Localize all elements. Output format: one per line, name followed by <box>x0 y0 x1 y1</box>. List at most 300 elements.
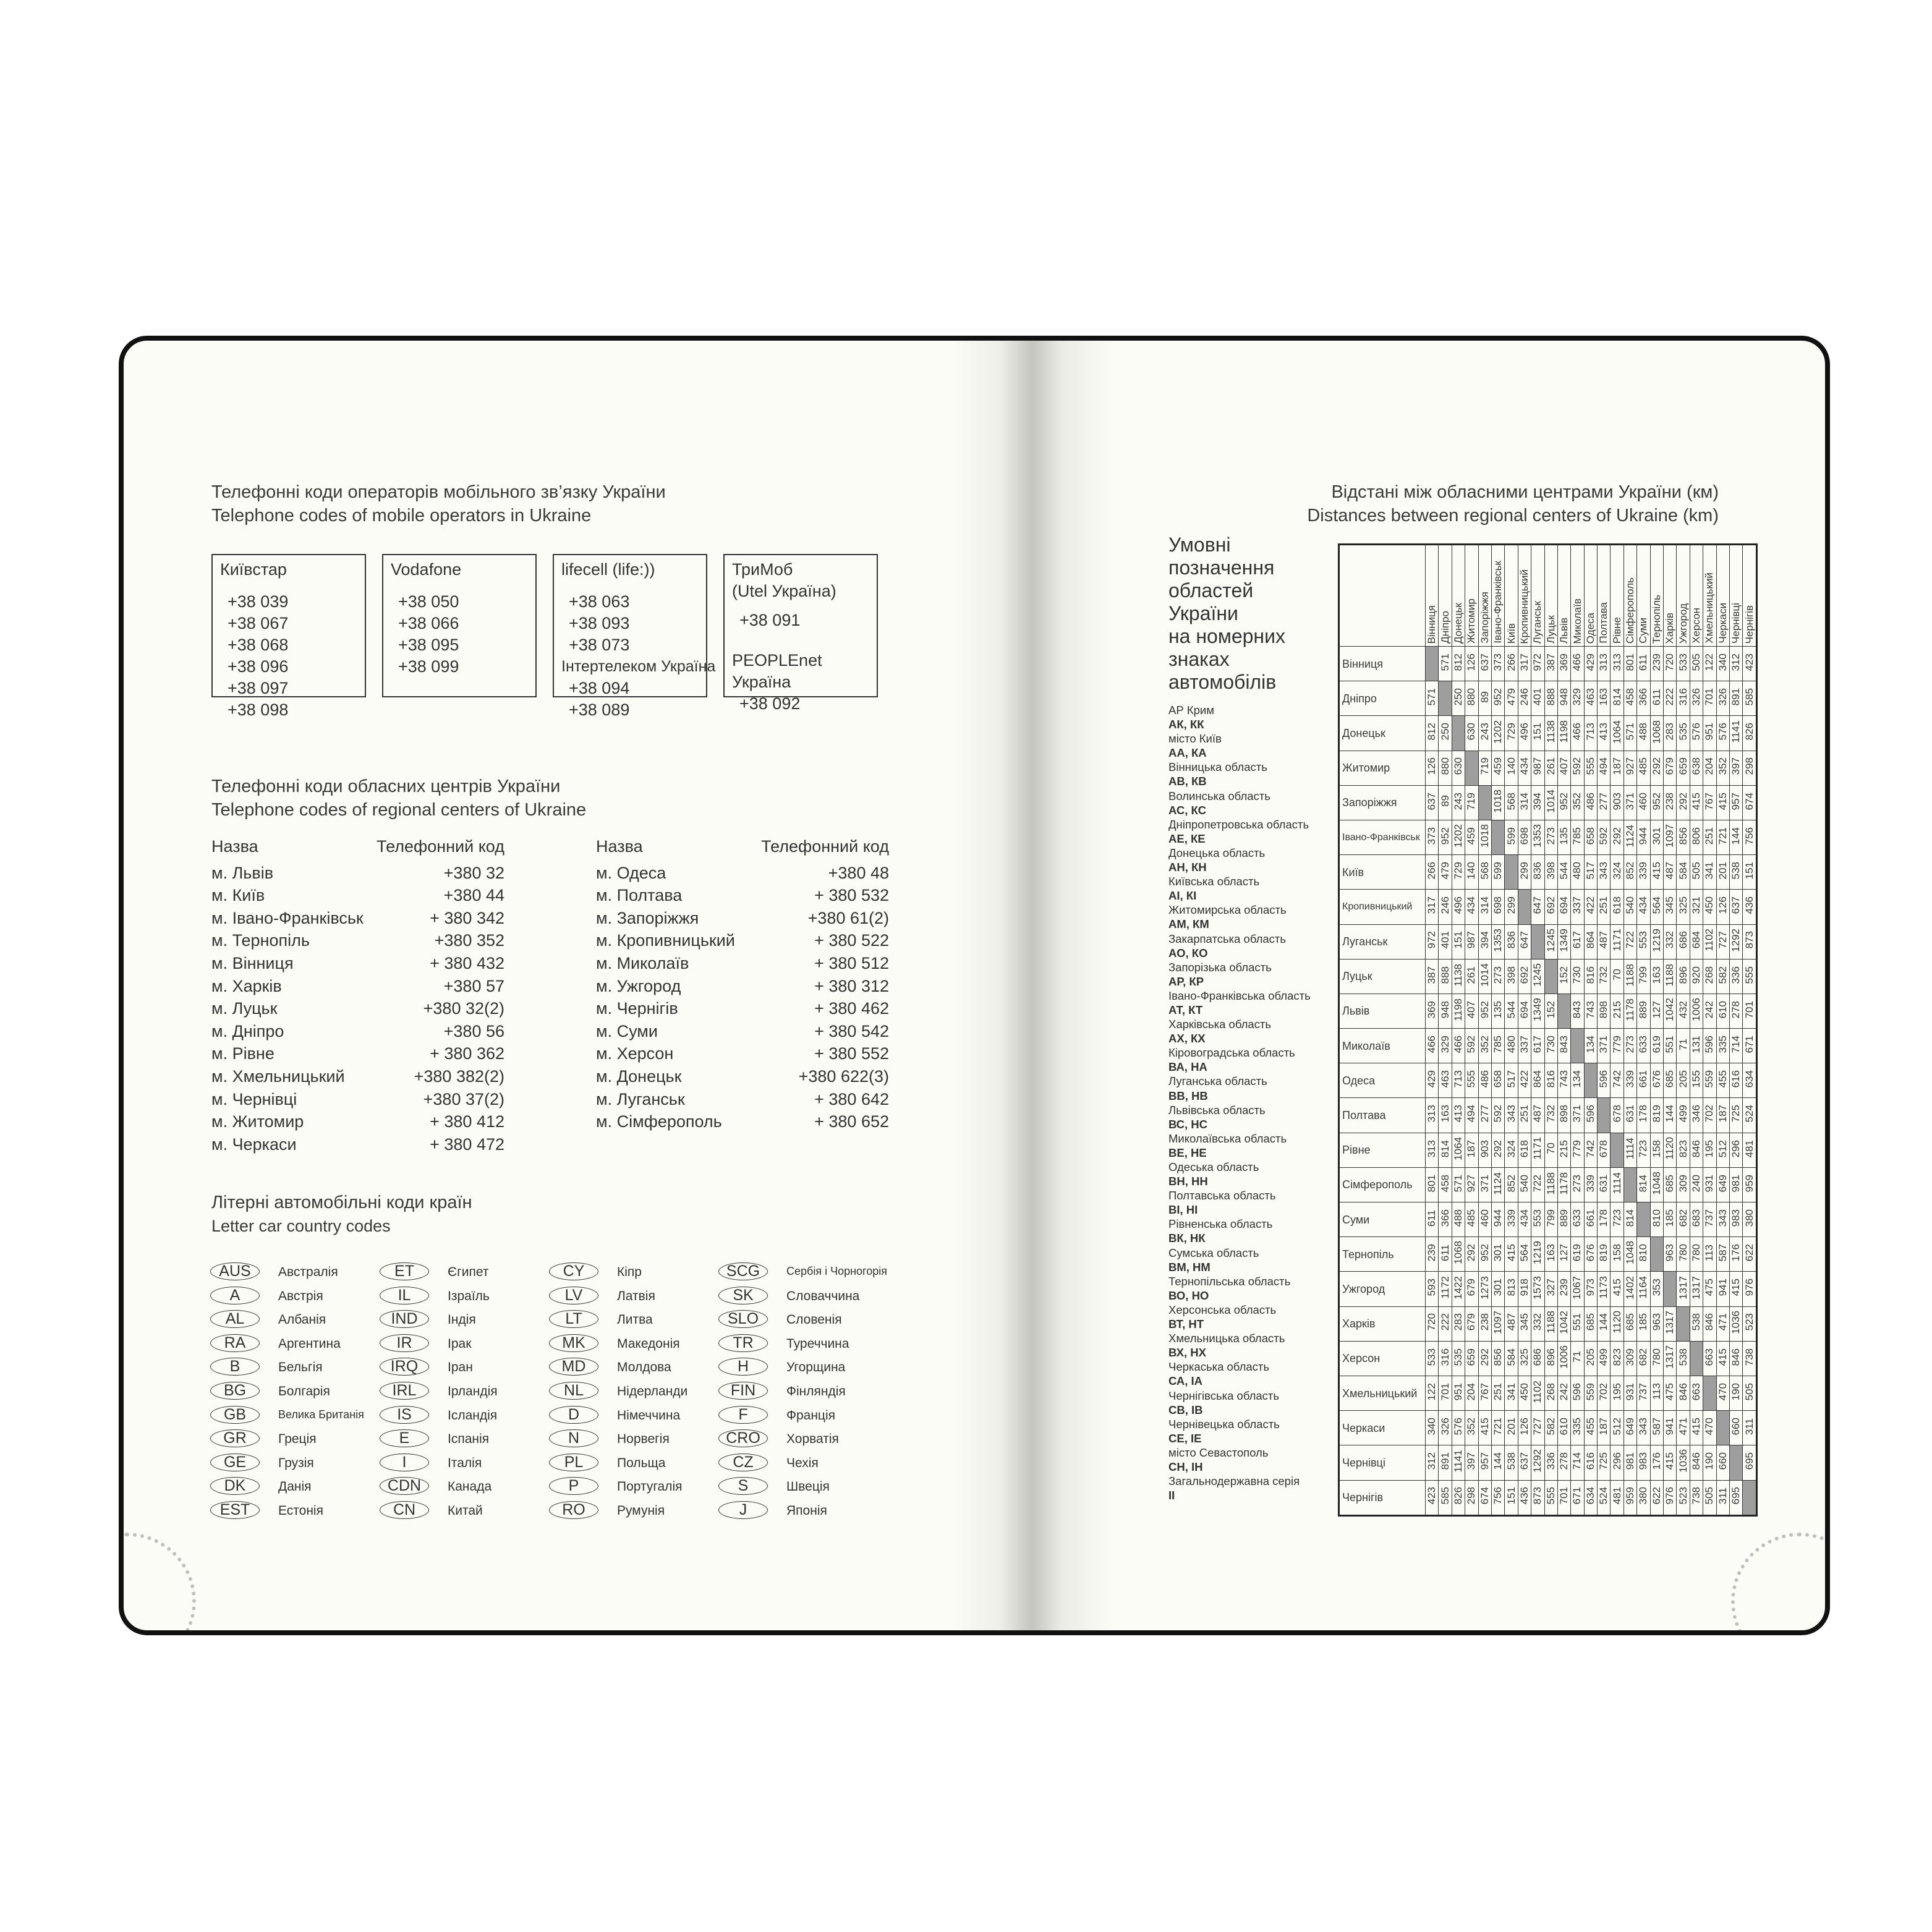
distance-value: 450 <box>1703 896 1716 914</box>
distance-column-label: Донецьк <box>1452 602 1464 644</box>
distance-value: 714 <box>1730 1035 1742 1053</box>
country-name: Болгарія <box>278 1384 330 1398</box>
distance-cell <box>1426 959 1439 994</box>
distance-value: 1124 <box>1492 1172 1504 1195</box>
country-name: Ізраїль <box>448 1288 490 1303</box>
distance-cell <box>1439 924 1452 959</box>
distance-cell <box>1743 647 1756 681</box>
distance-value: 122 <box>1703 653 1716 671</box>
distance-cell <box>1557 1341 1570 1376</box>
distance-cell <box>1531 959 1544 994</box>
distance-row <box>1339 1133 1757 1167</box>
distance-cell <box>1491 1202 1504 1237</box>
distance-value: 944 <box>1637 827 1649 845</box>
distance-cell <box>1598 855 1611 890</box>
distance-cell <box>1571 1063 1584 1098</box>
city-row <box>211 1088 504 1111</box>
distance-value: 335 <box>1571 1418 1583 1436</box>
legend-region: Луганська область <box>1168 1075 1267 1088</box>
country-name: Португалія <box>617 1479 683 1494</box>
operator-code: +38 092 <box>739 694 801 713</box>
distance-cell <box>1729 994 1742 1028</box>
distance-value: 814 <box>1439 1139 1451 1157</box>
distance-cell <box>1729 1272 1742 1306</box>
distance-value: 480 <box>1571 862 1583 880</box>
distance-value: 540 <box>1518 1174 1530 1193</box>
distance-cell <box>1716 1341 1729 1376</box>
distance-value: 144 <box>1730 827 1742 845</box>
distance-cell <box>1557 1411 1570 1445</box>
distance-value: 1138 <box>1452 963 1464 987</box>
distance-cell <box>1491 994 1504 1028</box>
distance-value: 144 <box>1598 1313 1610 1331</box>
distance-cell <box>1703 681 1716 716</box>
country-code-row <box>549 1452 734 1476</box>
distance-value: 1349 <box>1531 998 1544 1021</box>
distance-value: 1245 <box>1531 963 1544 987</box>
country-name: Швеція <box>786 1479 830 1494</box>
distance-value: 756 <box>1743 827 1755 845</box>
city-name: м. Вінниця <box>211 953 294 972</box>
distance-value: 846 <box>1730 1348 1742 1366</box>
city-row <box>596 907 889 930</box>
legend-region: Вінницька область <box>1168 760 1267 774</box>
distance-value: 317 <box>1426 896 1438 914</box>
distance-value: 698 <box>1518 827 1530 845</box>
country-name: Молдова <box>617 1360 671 1375</box>
operator-code: +38 073 <box>569 636 630 654</box>
distance-cell <box>1690 1063 1703 1098</box>
distance-cell <box>1452 820 1465 854</box>
distance-cell <box>1677 994 1690 1028</box>
distance-cell <box>1544 1098 1557 1133</box>
distance-value: 415 <box>1730 1279 1742 1296</box>
distance-value: 780 <box>1690 1244 1702 1262</box>
distance-value: 1068 <box>1452 1241 1464 1265</box>
distance-value: 407 <box>1465 1000 1478 1019</box>
distance-value: 1067 <box>1571 1275 1583 1300</box>
distance-value: 352 <box>1571 792 1583 811</box>
distance-value: 721 <box>1492 1418 1504 1436</box>
distance-column-header <box>1729 545 1742 647</box>
distance-cell <box>1571 647 1584 681</box>
distance-value: 312 <box>1730 653 1742 671</box>
distance-column-header <box>1465 545 1478 647</box>
distance-cell <box>1650 785 1663 820</box>
city-code: + 380 522 <box>814 931 889 950</box>
distance-cell <box>1571 1376 1584 1410</box>
distance-row-label: Чернівці <box>1339 1445 1426 1480</box>
distance-cell <box>1664 1480 1677 1515</box>
distance-value: 814 <box>1611 688 1623 706</box>
country-code-row <box>549 1404 734 1428</box>
distance-cell <box>1637 1306 1650 1341</box>
city-code: + 380 642 <box>814 1089 889 1109</box>
distance-value: 434 <box>1637 896 1649 914</box>
distance-row <box>1339 1341 1757 1376</box>
distance-value: 701 <box>1439 1382 1451 1401</box>
distance-column-header <box>1452 545 1465 647</box>
distance-cell <box>1531 1133 1544 1167</box>
distance-cell <box>1426 1480 1439 1515</box>
city-code: + 380 462 <box>814 999 889 1018</box>
distance-cell <box>1623 1133 1636 1167</box>
country-code-row <box>380 1475 565 1499</box>
distance-cell <box>1677 1376 1690 1410</box>
country-code-row <box>210 1380 396 1404</box>
distance-value: 727 <box>1531 1418 1544 1436</box>
distance-cell <box>1571 855 1584 890</box>
country-name: Австралія <box>278 1265 338 1279</box>
country-code-oval: AL <box>210 1310 260 1328</box>
distance-value: 1202 <box>1492 720 1504 744</box>
distance-value: 292 <box>1478 1348 1491 1366</box>
country-code-row <box>718 1499 904 1523</box>
distance-cell <box>1637 820 1650 854</box>
distance-cell <box>1703 1098 1716 1133</box>
legend-plate-codes: ВВ, НВ <box>1168 1089 1208 1102</box>
distance-cell <box>1491 924 1504 959</box>
distance-row-label: Тернопіль <box>1339 1237 1426 1272</box>
distance-value: 301 <box>1650 827 1662 845</box>
right-page <box>983 341 1830 1630</box>
distance-diagonal-cell <box>1557 994 1570 1028</box>
distance-value: 205 <box>1584 1348 1596 1366</box>
distance-cell <box>1478 1029 1491 1063</box>
distance-cell <box>1452 647 1465 681</box>
distance-cell <box>1598 1029 1611 1063</box>
distance-cell <box>1571 1202 1584 1237</box>
city-row <box>596 1020 889 1043</box>
city-row <box>211 884 504 907</box>
distance-cell <box>1637 647 1650 681</box>
distance-value: 283 <box>1452 1313 1464 1331</box>
distance-value: 814 <box>1624 1209 1636 1227</box>
distance-cell <box>1690 1098 1703 1133</box>
distance-cell <box>1426 1167 1439 1202</box>
left-page <box>124 341 977 1630</box>
distance-cell <box>1677 855 1690 890</box>
distance-cell <box>1690 785 1703 820</box>
city-code: +380 382(2) <box>414 1066 504 1086</box>
distance-value: 1042 <box>1558 1310 1570 1334</box>
distance-cell <box>1505 959 1518 994</box>
distance-cell <box>1531 994 1544 1028</box>
distance-cell <box>1571 1341 1584 1376</box>
country-code-row <box>549 1475 734 1499</box>
distance-value: 799 <box>1544 1209 1557 1227</box>
distance-value: 701 <box>1703 688 1716 706</box>
distance-cell <box>1557 820 1570 854</box>
city-row <box>596 1110 889 1133</box>
distance-cell <box>1452 1167 1465 1202</box>
distance-corner-cell <box>1339 545 1426 647</box>
distance-cell <box>1611 1098 1623 1133</box>
distance-cell <box>1623 959 1636 994</box>
distance-cell <box>1716 1029 1729 1063</box>
legend-title-line: Умовні <box>1168 534 1231 556</box>
distance-value: 722 <box>1624 931 1636 949</box>
distance-value: 944 <box>1492 1209 1504 1227</box>
distance-value: 619 <box>1571 1244 1583 1262</box>
distance-cell <box>1584 1098 1597 1133</box>
legend-plate-codes: АІ, КІ <box>1168 889 1197 903</box>
country-name: Нідерланди <box>617 1384 688 1398</box>
distance-row <box>1339 855 1757 890</box>
distance-value: 278 <box>1730 1000 1742 1019</box>
distance-value: 873 <box>1531 1487 1544 1505</box>
distance-cell <box>1531 1306 1544 1341</box>
country-code-oval: F <box>718 1406 768 1424</box>
distance-cell <box>1544 1272 1557 1306</box>
distance-row <box>1339 959 1757 994</box>
distance-value: 1245 <box>1544 928 1557 952</box>
distance-value: 963 <box>1650 1313 1662 1331</box>
distance-value: 459 <box>1492 757 1504 775</box>
legend-plate-codes: ВС, НС <box>1168 1117 1208 1131</box>
distance-cell <box>1557 1167 1570 1202</box>
distance-cell <box>1611 751 1623 785</box>
country-name: Греція <box>278 1432 317 1447</box>
distance-cell <box>1716 1445 1729 1480</box>
distance-cell <box>1650 1306 1663 1341</box>
distance-value: 553 <box>1531 1209 1544 1227</box>
distance-value: 852 <box>1624 862 1636 880</box>
distance-cell <box>1426 1341 1439 1376</box>
distance-cell <box>1690 1445 1703 1480</box>
distance-value: 340 <box>1716 653 1729 671</box>
legend-plate-codes: АВ, КВ <box>1168 775 1207 788</box>
distance-diagonal-cell <box>1664 1272 1677 1306</box>
distance-cell <box>1452 1237 1465 1272</box>
distance-value: 692 <box>1544 896 1557 914</box>
distance-cell <box>1505 1376 1518 1410</box>
distance-cell <box>1478 1376 1491 1410</box>
distance-cell <box>1465 1306 1478 1341</box>
regional-codes-right-column <box>596 835 889 1133</box>
distance-cell <box>1531 1237 1544 1272</box>
distance-value: 852 <box>1505 1174 1517 1193</box>
distance-cell <box>1452 959 1465 994</box>
distance-cell <box>1584 1237 1597 1272</box>
distance-cell <box>1743 751 1756 785</box>
distance-cell <box>1426 681 1439 716</box>
country-code-row <box>380 1428 565 1452</box>
distance-value: 732 <box>1598 966 1610 984</box>
city-row <box>211 1110 504 1133</box>
distance-cell <box>1452 1029 1465 1063</box>
distance-value: 987 <box>1531 757 1544 775</box>
distance-row-label: Ужгород <box>1339 1272 1426 1306</box>
distance-value: 888 <box>1544 688 1557 706</box>
distance-cell <box>1664 1445 1677 1480</box>
distance-cell <box>1703 1202 1716 1237</box>
distance-value: 701 <box>1743 1000 1755 1019</box>
country-code-row <box>210 1452 396 1476</box>
distance-cell <box>1544 994 1557 1028</box>
distance-value: 1171 <box>1531 1137 1544 1160</box>
distance-column-header <box>1544 545 1557 647</box>
distance-cell <box>1518 855 1531 890</box>
distance-cell <box>1623 855 1636 890</box>
distance-cell <box>1716 1306 1729 1341</box>
country-code-row <box>718 1428 904 1452</box>
distance-cell <box>1531 751 1544 785</box>
distance-cell <box>1690 1306 1703 1341</box>
distance-cell <box>1452 855 1465 890</box>
distance-value: 634 <box>1743 1070 1755 1088</box>
distance-cell <box>1729 785 1742 820</box>
operator-name: Vodafone <box>391 560 462 579</box>
distance-cell <box>1544 855 1557 890</box>
distance-value: 952 <box>1558 792 1570 811</box>
distance-value: 671 <box>1743 1035 1755 1053</box>
distance-value: 251 <box>1598 896 1610 914</box>
distance-diagonal-cell <box>1729 1445 1742 1480</box>
operator-code: +38 039 <box>228 592 289 611</box>
distance-column-header <box>1491 545 1504 647</box>
distance-value: 616 <box>1584 1452 1596 1470</box>
country-name: Сербія і Чорногорія <box>786 1265 887 1277</box>
country-code-row <box>380 1308 565 1332</box>
city-code: + 380 472 <box>430 1134 504 1154</box>
distance-value: 952 <box>1650 792 1662 811</box>
distance-cell <box>1452 994 1465 1028</box>
distance-cell <box>1518 751 1531 785</box>
distance-row <box>1339 647 1757 681</box>
country-code-oval: GR <box>210 1429 260 1447</box>
distance-cell <box>1557 751 1570 785</box>
distance-value: 611 <box>1650 688 1662 705</box>
distance-value: 722 <box>1531 1174 1544 1193</box>
distance-cell <box>1544 1411 1557 1445</box>
distance-value: 540 <box>1624 896 1636 914</box>
distance-cell <box>1598 820 1611 854</box>
city-code: + 380 512 <box>814 953 889 972</box>
distance-cell <box>1690 1480 1703 1515</box>
country-code-oval: BG <box>210 1382 260 1400</box>
distance-value: 496 <box>1518 723 1530 741</box>
distance-cell <box>1505 1029 1518 1063</box>
distance-column-label: Рівне <box>1611 617 1623 644</box>
distance-value: 70 <box>1611 969 1623 981</box>
distance-value: 325 <box>1518 1348 1530 1366</box>
distance-row-label: Запоріжжя <box>1339 785 1426 820</box>
city-code: +380 32(2) <box>423 999 504 1018</box>
distance-cell <box>1677 785 1690 820</box>
distance-cell <box>1637 1272 1650 1306</box>
distance-value: 1317 <box>1677 1275 1689 1300</box>
distance-cell <box>1611 1167 1623 1202</box>
distance-value: 343 <box>1505 1105 1517 1123</box>
legend-plate-codes: СА, ІА <box>1168 1374 1203 1388</box>
distance-cell <box>1439 1445 1452 1480</box>
distance-cell <box>1690 716 1703 751</box>
distance-value: 1141 <box>1452 1450 1464 1473</box>
distance-value: 576 <box>1690 723 1702 741</box>
distance-value: 1014 <box>1478 963 1491 987</box>
distance-cell <box>1478 820 1491 854</box>
city-name: м. Рівне <box>211 1044 274 1063</box>
distance-cell <box>1571 681 1584 716</box>
distance-value: 931 <box>1703 1174 1716 1193</box>
distance-value: 592 <box>1571 757 1583 775</box>
distance-value: 261 <box>1465 966 1478 984</box>
distance-value: 538 <box>1505 1452 1517 1470</box>
distance-value: 450 <box>1518 1382 1530 1401</box>
distance-value: 785 <box>1492 1035 1504 1053</box>
country-code-oval: I <box>380 1453 429 1471</box>
distance-value: 201 <box>1505 1418 1517 1436</box>
distance-value: 423 <box>1743 653 1755 671</box>
distance-value: 846 <box>1677 1382 1689 1401</box>
country-codes-heading <box>211 1191 472 1238</box>
distance-value: 292 <box>1677 792 1689 811</box>
distance-cell <box>1690 994 1703 1028</box>
distance-column-label: Черкаси <box>1716 603 1729 644</box>
distance-value: 292 <box>1465 1244 1478 1262</box>
distance-row-label: Харків <box>1339 1306 1426 1341</box>
distance-cell <box>1478 751 1491 785</box>
city-name: м. Одеса <box>596 863 666 882</box>
distance-value: 599 <box>1505 827 1517 845</box>
distance-value: 535 <box>1677 723 1689 741</box>
country-name: Франція <box>786 1408 835 1423</box>
distance-cell <box>1426 1133 1439 1167</box>
city-row <box>596 862 889 885</box>
distance-value: 559 <box>1703 1070 1716 1088</box>
distance-row <box>1339 1098 1757 1133</box>
distance-cell <box>1491 1445 1504 1480</box>
city-name: м. Тернопіль <box>211 931 310 950</box>
country-code-row <box>210 1475 396 1499</box>
distance-cell <box>1491 785 1504 820</box>
distance-cell <box>1465 1167 1478 1202</box>
distance-row-label: Суми <box>1339 1202 1426 1237</box>
heading-ua: Літерні автомобільні коди країн <box>211 1193 472 1212</box>
distance-value: 415 <box>1690 792 1702 811</box>
distance-diagonal-cell <box>1426 647 1439 681</box>
distance-cell <box>1478 647 1491 681</box>
distance-row <box>1339 924 1757 959</box>
distance-value: 345 <box>1518 1313 1530 1331</box>
distance-cell <box>1677 681 1690 716</box>
country-code-oval: IND <box>380 1310 429 1328</box>
distance-value: 415 <box>1690 1418 1702 1436</box>
distance-value: 505 <box>1743 1382 1755 1401</box>
distance-cell <box>1426 1272 1439 1306</box>
distance-value: 1124 <box>1624 824 1636 848</box>
distance-value: 151 <box>1743 862 1755 880</box>
city-name: м. Херсон <box>596 1044 674 1063</box>
distance-cell <box>1544 1167 1557 1202</box>
distance-value: 70 <box>1544 1143 1557 1155</box>
distance-value: 134 <box>1571 1070 1583 1088</box>
distance-value: 185 <box>1664 1209 1676 1227</box>
distance-value: 151 <box>1452 931 1464 949</box>
distance-column-label: Одеса <box>1584 612 1596 644</box>
distance-cell <box>1439 1480 1452 1515</box>
distance-cell <box>1557 1202 1570 1237</box>
distance-row <box>1339 1306 1757 1341</box>
distance-diagonal-cell <box>1703 1376 1716 1410</box>
distance-cell <box>1637 1376 1650 1410</box>
distance-cell <box>1623 1376 1636 1410</box>
distance-cell <box>1571 716 1584 751</box>
distance-column-header <box>1439 545 1452 647</box>
distance-cell <box>1664 1306 1677 1341</box>
distance-value: 239 <box>1650 653 1662 671</box>
